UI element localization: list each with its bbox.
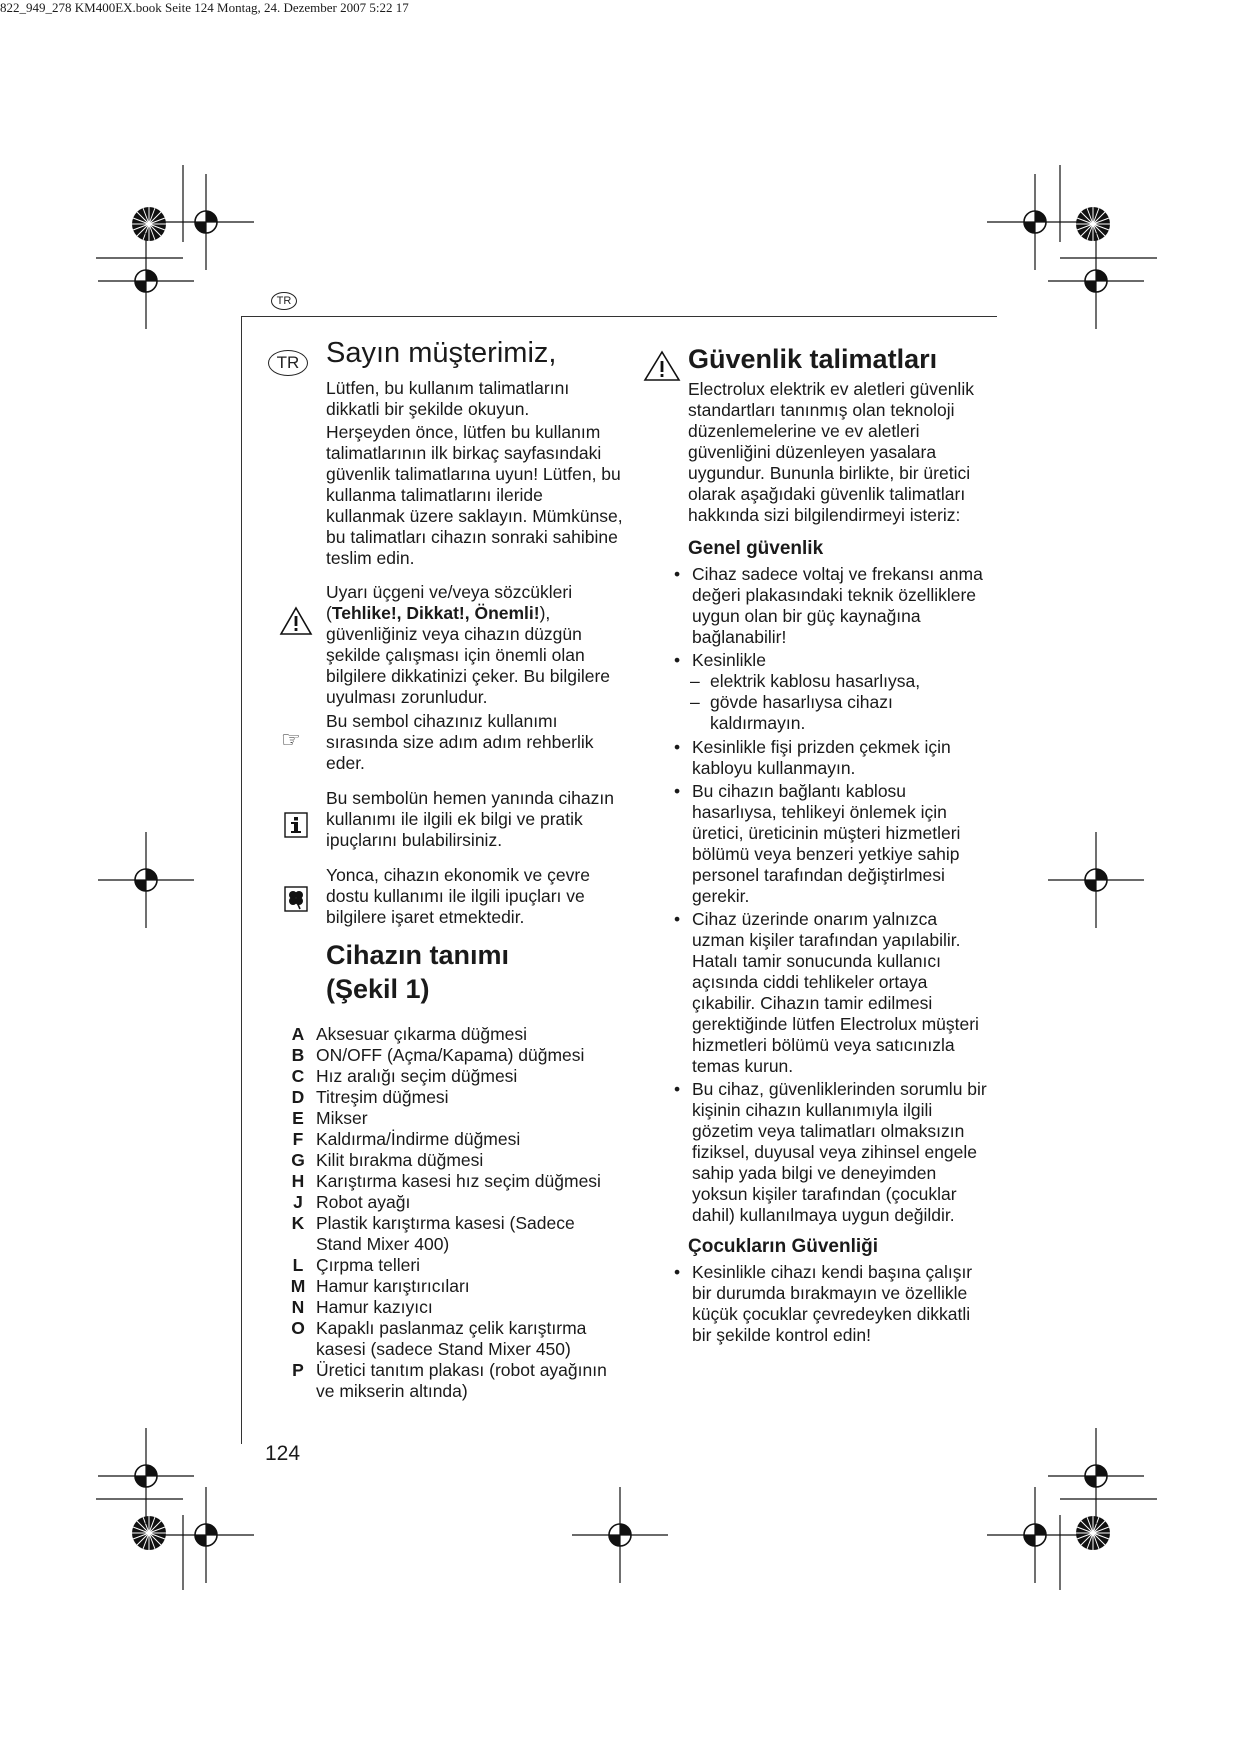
pointing-hand-icon: ☞ [281, 728, 301, 753]
part-key: N [291, 1297, 305, 1317]
part-label: Karıştırma kasesi hız seçim düğmesi [316, 1171, 601, 1191]
part-label: Üretici tanıtım plakası (robot ayağının ve mikserin altında) [316, 1360, 607, 1401]
general-safety-list [670, 564, 990, 1226]
safety-instructions-heading: Güvenlik talimatları [688, 344, 938, 374]
part-label: Titreşim düğmesi [316, 1087, 449, 1107]
part-label: Kaldırma/İndirme düğmesi [316, 1129, 521, 1149]
part-key: L [292, 1255, 304, 1275]
part-label: Plastik karıştırma kasesi (Sadece Stand Mixer 400) [316, 1213, 575, 1254]
language-badge [271, 292, 297, 310]
section-language-badge-text: TR [276, 353, 300, 372]
part-key: K [291, 1213, 305, 1233]
parts-list [280, 1024, 616, 1402]
list-item: • Kesinlikle fişi prizden çekmek için kabloyu kullanmayın. [670, 737, 990, 779]
part-key: M [290, 1276, 306, 1296]
part-key: C [291, 1066, 305, 1086]
part-label: Çırpma telleri [316, 1255, 421, 1275]
list-item: • Kesinlikle cihazı kendi başına çalışır bir durumda bırakmayın ve özellikle küçük çocuklar çevredeyken dikkatli bir şekilde kontrol edin! [670, 1262, 990, 1346]
part-key: B [291, 1045, 305, 1065]
part-label: Kilit bırakma düğmesi [316, 1150, 484, 1170]
device-description-heading [326, 938, 626, 1006]
part-label: ON/OFF (Açma/Kapama) düğmesi [316, 1045, 585, 1065]
warning-keywords: Tehlike!, Dikkat!, Önemli! [331, 603, 540, 623]
part-label: Mikser [316, 1108, 368, 1128]
part-label: Robot ayağı [316, 1192, 411, 1212]
section-language-badge [268, 350, 308, 376]
intro-paragraph-2: Herşeyden önce, lütfen bu kullanım talimatlarının ilk birkaç sayfasındaki güvenlik talimatlarına uyun! Lütfen, bu kullanma talimatlarını ileride kullanmak üzere saklayın. Mümkünse, bu talimatları cihazın sonraki sahibine teslim edin. [326, 422, 623, 568]
info-icon [284, 812, 308, 838]
part-label: Hamur kazıyıcı [316, 1297, 433, 1317]
general-safety-heading: Genel güvenlik [688, 538, 824, 559]
warning-paragraph [326, 582, 626, 708]
hand-symbol-paragraph: Bu sembol cihazınız kullanımı sırasında size adım adım rehberlik eder. [326, 711, 594, 773]
list-item: • Cihaz üzerinde onarım yalnızca uzman kişiler tarafından yapılabilir. Hatalı tamir sonucunda kullanıcı açısında ciddi tehlikeler ortaya çıkabilir. Cihazın tamir edilmesi gerektiğinde lütfen Electrolux müşteri hizmetleri bölümü veya satıcınızla temas kurun. [670, 909, 990, 1077]
list-item: • Bu cihaz, güvenliklerinden sorumlu bir kişinin cihazın kullanımıyla ilgili gözetim veya talimatları olmaksızın fiziksel, duyusal veya zihinsel engele sahip yada bilgi ve deneyimden yoksun kişiler tarafından (çocuklar dahil) kullanılmaya uygun değildir. [670, 1079, 990, 1226]
part-key: H [291, 1171, 305, 1191]
device-description-figure: (Şekil 1) [326, 974, 430, 1004]
child-safety-list [670, 1262, 990, 1346]
clover-symbol-paragraph: Yonca, cihazın ekonomik ve çevre dostu kullanımı ile ilgili ipuçları ve bilgilere işaret etmektedir. [326, 865, 590, 927]
part-label: Hız aralığı seçim düğmesi [316, 1066, 518, 1086]
part-key: G [291, 1150, 305, 1170]
clover-icon [284, 886, 308, 912]
part-label: Hamur karıştırıcıları [316, 1276, 470, 1296]
part-key: A [291, 1024, 305, 1044]
list-subitem: – elektrik kablosu hasarlıysa, [670, 671, 990, 692]
page-frame-top-rule [241, 316, 997, 317]
warning-text-pre: Uyarı üçgeni ve/veya sözcükleri ( [326, 582, 573, 623]
page-number: 124 [265, 1442, 301, 1465]
list-item: • Kesinlikle [670, 650, 990, 671]
list-item: • Bu cihazın bağlantı kablosu hasarlıysa, tehlikeyi önlemek için üretici, üreticinin müşteri hizmetleri bölümü veya benzeri yetkiye sahip personel tarafından değiştirlmesi gerekir. [670, 781, 990, 907]
print-header-line: 822_949_278 KM400EX.book Seite 124 Montag, 24. Dezember 2007 5:22 17 [0, 0, 409, 15]
right-column [670, 342, 990, 1346]
part-key: E [292, 1108, 304, 1128]
intro-paragraph-1: Lütfen, bu kullanım talimatlarını dikkatli bir şekilde okuyun. [326, 378, 570, 419]
part-label: Kapaklı paslanmaz çelik karıştırma kasesi (sadece Stand Mixer 450) [316, 1318, 587, 1359]
list-subitem: – gövde hasarlıysa cihazı kaldırmayın. [670, 692, 990, 734]
safety-intro: Electrolux elektrik ev aletleri güvenlik standartları tanınmış olan teknoloji düzenlemelerine ve ev aletleri güvenliğini düzenleyen yasalara uygundur. Bununla birlikte, bir üretici olarak aşağıdaki güvenlik talimatları hakkında sizi bilgilendirmeyi isteriz: [688, 379, 974, 525]
greeting-heading: Sayın müşterimiz, [326, 337, 557, 369]
child-safety-heading: Çocukların Güvenliği [688, 1236, 879, 1257]
part-key: J [293, 1192, 303, 1212]
list-item: • Cihaz sadece voltaj ve frekansı anma değeri plakasındaki teknik özelliklere uygun olan bir güç kaynağına bağlanabilir! [670, 564, 990, 648]
warning-text-post: ), güvenliğiniz veya cihazın düzgün şekilde çalışması için önemli olan bilgilere dikkatinizi çeker. Bu bilgilere uyulması zorunludur. [326, 603, 611, 707]
part-label: Aksesuar çıkarma düğmesi [316, 1024, 528, 1044]
part-key: P [292, 1360, 304, 1380]
language-badge-text: TR [276, 295, 292, 307]
page-frame-left-rule [241, 316, 242, 1444]
part-key: F [292, 1129, 304, 1149]
part-key: D [291, 1087, 305, 1107]
info-symbol-paragraph: Bu sembolün hemen yanında cihazın kullanımı ile ilgili ek bilgi ve pratik ipuçlarını bulabilirsiniz. [326, 788, 614, 850]
part-key: O [291, 1318, 305, 1338]
warning-triangle-icon [279, 606, 313, 636]
device-description-title: Cihazın tanımı [326, 940, 510, 970]
left-column [326, 336, 626, 1006]
